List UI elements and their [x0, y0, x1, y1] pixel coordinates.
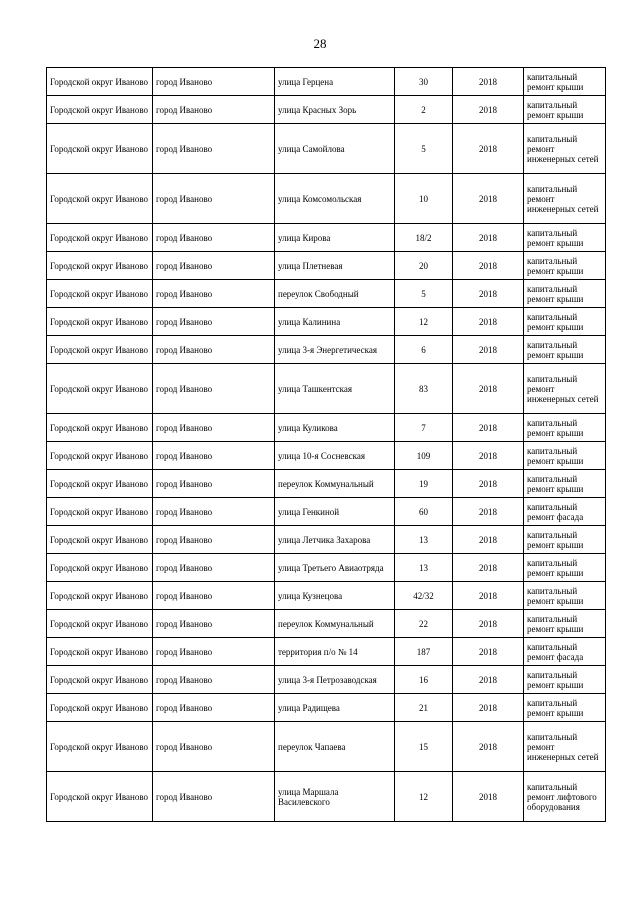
district-cell: Городской округ Иваново: [47, 638, 153, 666]
street-cell: улица Ташкентская: [275, 364, 395, 414]
work-type-cell: капитальный ремонт крыши: [524, 666, 606, 694]
city-cell: город Иваново: [153, 442, 275, 470]
district-cell: Городской округ Иваново: [47, 772, 153, 822]
house-number-cell: 13: [395, 554, 453, 582]
table-row: [47, 582, 606, 610]
table-row: [47, 470, 606, 498]
district-cell: Городской округ Иваново: [47, 124, 153, 174]
work-type-cell: капитальный ремонт крыши: [524, 554, 606, 582]
city-cell: город Иваново: [153, 694, 275, 722]
city-cell: город Иваново: [153, 174, 275, 224]
district-cell: Городской округ Иваново: [47, 666, 153, 694]
street-cell: улица Радищева: [275, 694, 395, 722]
street-cell: улица Калинина: [275, 308, 395, 336]
repair-schedule-table: [46, 67, 606, 822]
district-cell: Городской округ Иваново: [47, 442, 153, 470]
city-cell: город Иваново: [153, 96, 275, 124]
year-cell: 2018: [453, 442, 524, 470]
city-cell: город Иваново: [153, 336, 275, 364]
table-row: [47, 224, 606, 252]
district-cell: Городской округ Иваново: [47, 224, 153, 252]
house-number-cell: 21: [395, 694, 453, 722]
house-number-cell: 13: [395, 526, 453, 554]
city-cell: город Иваново: [153, 414, 275, 442]
house-number-cell: 2: [395, 96, 453, 124]
city-cell: город Иваново: [153, 772, 275, 822]
table-row: [47, 124, 606, 174]
city-cell: город Иваново: [153, 666, 275, 694]
house-number-cell: 83: [395, 364, 453, 414]
district-cell: Городской округ Иваново: [47, 526, 153, 554]
year-cell: 2018: [453, 68, 524, 96]
work-type-cell: капитальный ремонт крыши: [524, 336, 606, 364]
house-number-cell: 12: [395, 772, 453, 822]
district-cell: Городской округ Иваново: [47, 364, 153, 414]
work-type-cell: капитальный ремонт крыши: [524, 68, 606, 96]
year-cell: 2018: [453, 280, 524, 308]
year-cell: 2018: [453, 638, 524, 666]
city-cell: город Иваново: [153, 364, 275, 414]
table-row: [47, 554, 606, 582]
district-cell: Городской округ Иваново: [47, 252, 153, 280]
work-type-cell: капитальный ремонт инженерных сетей: [524, 174, 606, 224]
table-row: [47, 638, 606, 666]
year-cell: 2018: [453, 610, 524, 638]
city-cell: город Иваново: [153, 252, 275, 280]
year-cell: 2018: [453, 124, 524, 174]
city-cell: город Иваново: [153, 498, 275, 526]
street-cell: улица Кирова: [275, 224, 395, 252]
table-row: [47, 414, 606, 442]
work-type-cell: капитальный ремонт крыши: [524, 308, 606, 336]
table-row: [47, 694, 606, 722]
year-cell: 2018: [453, 174, 524, 224]
work-type-cell: капитальный ремонт крыши: [524, 414, 606, 442]
year-cell: 2018: [453, 722, 524, 772]
table-row: [47, 252, 606, 280]
table-row: [47, 498, 606, 526]
house-number-cell: 16: [395, 666, 453, 694]
work-type-cell: капитальный ремонт крыши: [524, 526, 606, 554]
work-type-cell: капитальный ремонт инженерных сетей: [524, 722, 606, 772]
house-number-cell: 42/32: [395, 582, 453, 610]
work-type-cell: капитальный ремонт крыши: [524, 610, 606, 638]
year-cell: 2018: [453, 96, 524, 124]
table-row: [47, 364, 606, 414]
street-cell: улица Красных Зорь: [275, 96, 395, 124]
table-row: [47, 308, 606, 336]
work-type-cell: капитальный ремонт фасада: [524, 638, 606, 666]
street-cell: переулок Коммунальный: [275, 610, 395, 638]
house-number-cell: 22: [395, 610, 453, 638]
year-cell: 2018: [453, 772, 524, 822]
street-cell: улица Герцена: [275, 68, 395, 96]
year-cell: 2018: [453, 498, 524, 526]
district-cell: Городской округ Иваново: [47, 96, 153, 124]
district-cell: Городской округ Иваново: [47, 280, 153, 308]
street-cell: улица Третьего Авиаотряда: [275, 554, 395, 582]
district-cell: Городской округ Иваново: [47, 722, 153, 772]
table-row: [47, 526, 606, 554]
district-cell: Городской округ Иваново: [47, 336, 153, 364]
street-cell: улица Плетневая: [275, 252, 395, 280]
year-cell: 2018: [453, 308, 524, 336]
street-cell: переулок Свободный: [275, 280, 395, 308]
district-cell: Городской округ Иваново: [47, 498, 153, 526]
district-cell: Городской округ Иваново: [47, 68, 153, 96]
year-cell: 2018: [453, 336, 524, 364]
street-cell: улица Генкиной: [275, 498, 395, 526]
work-type-cell: капитальный ремонт крыши: [524, 224, 606, 252]
year-cell: 2018: [453, 252, 524, 280]
work-type-cell: капитальный ремонт лифтового оборудования: [524, 772, 606, 822]
house-number-cell: 6: [395, 336, 453, 364]
work-type-cell: капитальный ремонт инженерных сетей: [524, 364, 606, 414]
city-cell: город Иваново: [153, 280, 275, 308]
page-number: 28: [313, 36, 327, 51]
city-cell: город Иваново: [153, 526, 275, 554]
house-number-cell: 187: [395, 638, 453, 666]
district-cell: Городской округ Иваново: [47, 610, 153, 638]
district-cell: Городской округ Иваново: [47, 414, 153, 442]
year-cell: 2018: [453, 224, 524, 252]
district-cell: Городской округ Иваново: [47, 174, 153, 224]
district-cell: Городской округ Иваново: [47, 308, 153, 336]
district-cell: Городской округ Иваново: [47, 582, 153, 610]
house-number-cell: 15: [395, 722, 453, 772]
street-cell: переулок Чапаева: [275, 722, 395, 772]
street-cell: улица Кузнецова: [275, 582, 395, 610]
city-cell: город Иваново: [153, 124, 275, 174]
city-cell: город Иваново: [153, 68, 275, 96]
street-cell: улица 10-я Сосневская: [275, 442, 395, 470]
city-cell: город Иваново: [153, 470, 275, 498]
house-number-cell: 7: [395, 414, 453, 442]
street-cell: улица Самойлова: [275, 124, 395, 174]
year-cell: 2018: [453, 554, 524, 582]
city-cell: город Иваново: [153, 638, 275, 666]
table-row: [47, 336, 606, 364]
work-type-cell: капитальный ремонт крыши: [524, 582, 606, 610]
table-row: [47, 68, 606, 96]
year-cell: 2018: [453, 470, 524, 498]
district-cell: Городской округ Иваново: [47, 554, 153, 582]
house-number-cell: 18/2: [395, 224, 453, 252]
street-cell: улица Летчика Захарова: [275, 526, 395, 554]
year-cell: 2018: [453, 414, 524, 442]
year-cell: 2018: [453, 364, 524, 414]
house-number-cell: 5: [395, 124, 453, 174]
city-cell: город Иваново: [153, 722, 275, 772]
year-cell: 2018: [453, 526, 524, 554]
work-type-cell: капитальный ремонт крыши: [524, 442, 606, 470]
house-number-cell: 20: [395, 252, 453, 280]
street-cell: улица Маршала Василевского: [275, 772, 395, 822]
city-cell: город Иваново: [153, 308, 275, 336]
table-row: [47, 174, 606, 224]
year-cell: 2018: [453, 582, 524, 610]
work-type-cell: капитальный ремонт инженерных сетей: [524, 124, 606, 174]
year-cell: 2018: [453, 666, 524, 694]
house-number-cell: 10: [395, 174, 453, 224]
table-row: [47, 280, 606, 308]
work-type-cell: капитальный ремонт крыши: [524, 470, 606, 498]
district-cell: Городской округ Иваново: [47, 694, 153, 722]
table-row: [47, 610, 606, 638]
work-type-cell: капитальный ремонт крыши: [524, 280, 606, 308]
work-type-cell: капитальный ремонт крыши: [524, 694, 606, 722]
house-number-cell: 109: [395, 442, 453, 470]
street-cell: улица Куликова: [275, 414, 395, 442]
table-body: [47, 68, 606, 822]
street-cell: территория п/о № 14: [275, 638, 395, 666]
work-type-cell: капитальный ремонт крыши: [524, 96, 606, 124]
house-number-cell: 12: [395, 308, 453, 336]
street-cell: улица 3-я Петрозаводская: [275, 666, 395, 694]
street-cell: улица 3-я Энергетическая: [275, 336, 395, 364]
work-type-cell: капитальный ремонт фасада: [524, 498, 606, 526]
house-number-cell: 19: [395, 470, 453, 498]
city-cell: город Иваново: [153, 610, 275, 638]
table-row: [47, 722, 606, 772]
work-type-cell: капитальный ремонт крыши: [524, 252, 606, 280]
district-cell: Городской округ Иваново: [47, 470, 153, 498]
table-row: [47, 772, 606, 822]
table-row: [47, 666, 606, 694]
table-row: [47, 442, 606, 470]
year-cell: 2018: [453, 694, 524, 722]
house-number-cell: 60: [395, 498, 453, 526]
house-number-cell: 30: [395, 68, 453, 96]
street-cell: переулок Коммунальный: [275, 470, 395, 498]
house-number-cell: 5: [395, 280, 453, 308]
city-cell: город Иваново: [153, 224, 275, 252]
city-cell: город Иваново: [153, 582, 275, 610]
city-cell: город Иваново: [153, 554, 275, 582]
street-cell: улица Комсомольская: [275, 174, 395, 224]
table-row: [47, 96, 606, 124]
